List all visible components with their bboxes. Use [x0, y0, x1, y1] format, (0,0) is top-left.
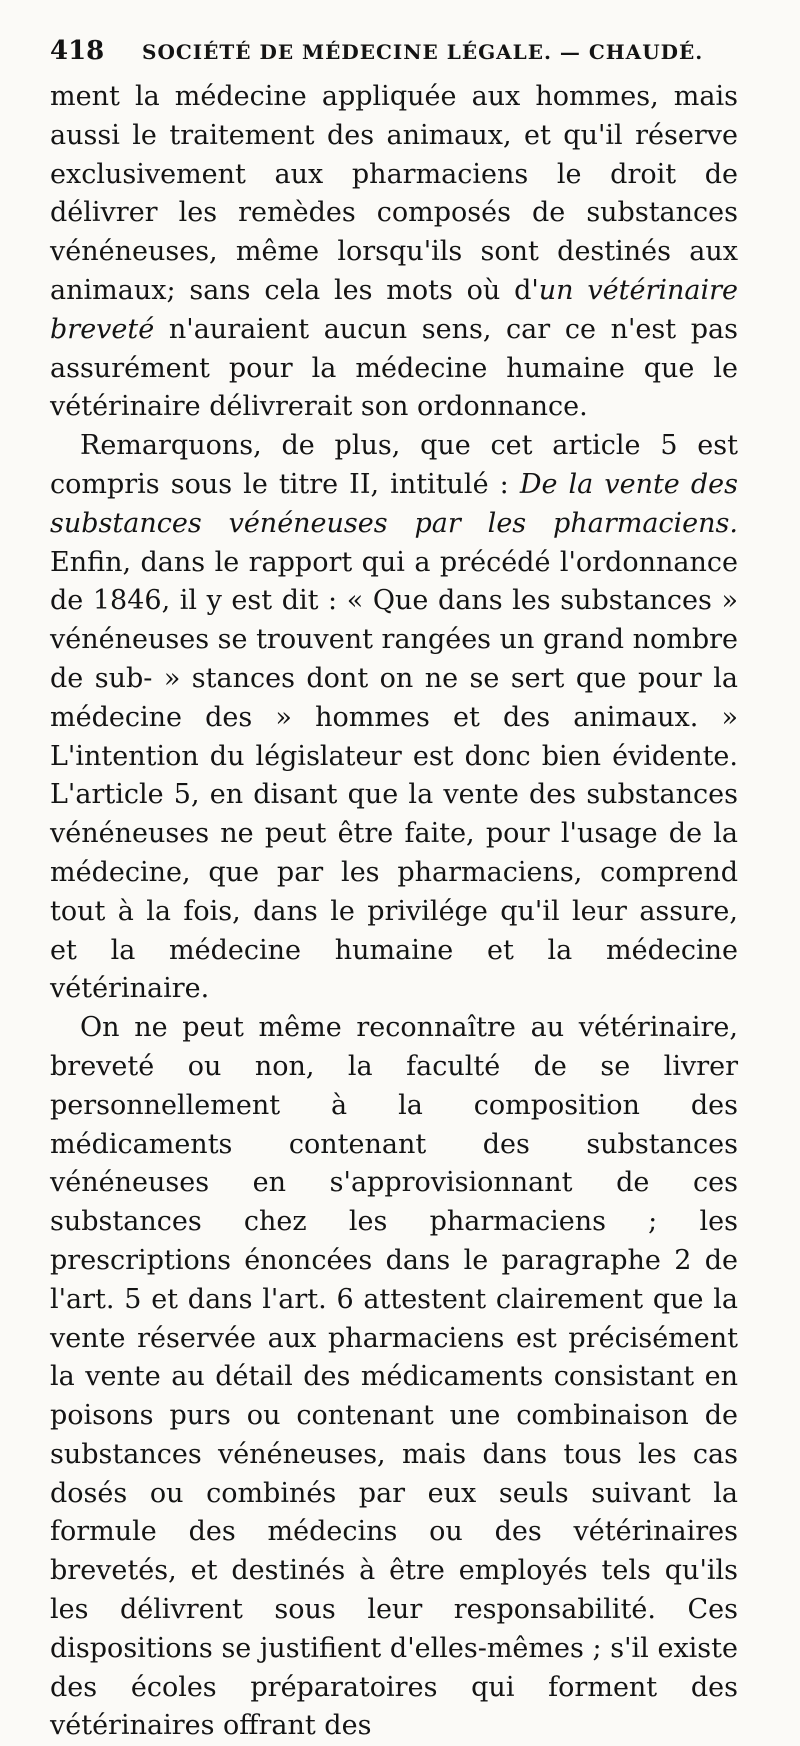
- paragraph-text: Enfin, dans le rapport qui a précédé l'ordonnance de 1846, il y est dit : « Que dans les substances » vénéneuses se trouvent rangées un grand nombre de sub- » stances dont on ne se sert que pour la médecine des » hommes et des animaux. » L'intention du législateur est donc bien évidente. L'article 5, en disant que la vente des substances vénéneuses ne peut être faite, pour l'usage de la médecine, que par les pharmaciens, comprend tout à la fois, dans le privilége qu'il leur assure, et la médecine humaine et la médecine vétérinaire.: [50, 546, 738, 1005]
- paragraph-continuation: [50, 78, 738, 427]
- paragraph-on-ne-peut: [50, 1009, 738, 1746]
- running-title: SOCIÉTÉ DE MÉDECINE LÉGALE. — CHAUDÉ.: [142, 40, 704, 64]
- body-text: [50, 78, 738, 1746]
- italic-title: De la vente des substances vénéneuses par les pharmaciens.: [50, 468, 738, 539]
- italic-phrase: un vétérinaire breveté: [50, 274, 738, 345]
- running-header: [50, 36, 738, 76]
- paragraph-text: n'auraient aucun sens, car ce n'est pas assurément pour la médecine humaine que le vétérinaire délivrerait son ordonnance.: [50, 313, 738, 423]
- paragraph-text: Remarquons, de plus, que cet article 5 est compris sous le titre II, intitulé :: [50, 430, 738, 500]
- page-number: 418: [50, 36, 105, 66]
- paragraph-remarquons: [50, 427, 738, 1009]
- paragraph-text: ment la médecine appliquée aux hommes, mais aussi le traitement des animaux, et qu'il réserve exclusivement aux pharmaciens le droit de délivrer les remèdes composés de substances vénéneuses, même lorsqu'ils sont destinés aux animaux; sans cela les mots où d': [50, 81, 738, 306]
- paragraph-text: On ne peut même reconnaître au vétérinaire, breveté ou non, la faculté de se livrer personnellement à la composition des médicaments contenant des substances vénéneuses en s'approvisionnant de ces substances chez les pharmaciens ; les prescriptions énoncées dans le paragraphe 2 de l'art. 5 et dans l'art. 6 attestent clairement que la vente réservée aux pharmaciens est précisément la vente au détail des médicaments consistant en poisons purs ou contenant une combinaison de substances vénéneuses, mais dans tous les cas dosés ou combinés par eux seuls suivant la formule des médecins ou des vétérinaires brevetés, et destinés à être employés tels qu'ils les délivrent sous leur responsabilité. Ces dispositions se justifient d'elles-mêmes ; s'il existe des écoles préparatoires qui forment des vétérinaires offrant des: [50, 1012, 738, 1742]
